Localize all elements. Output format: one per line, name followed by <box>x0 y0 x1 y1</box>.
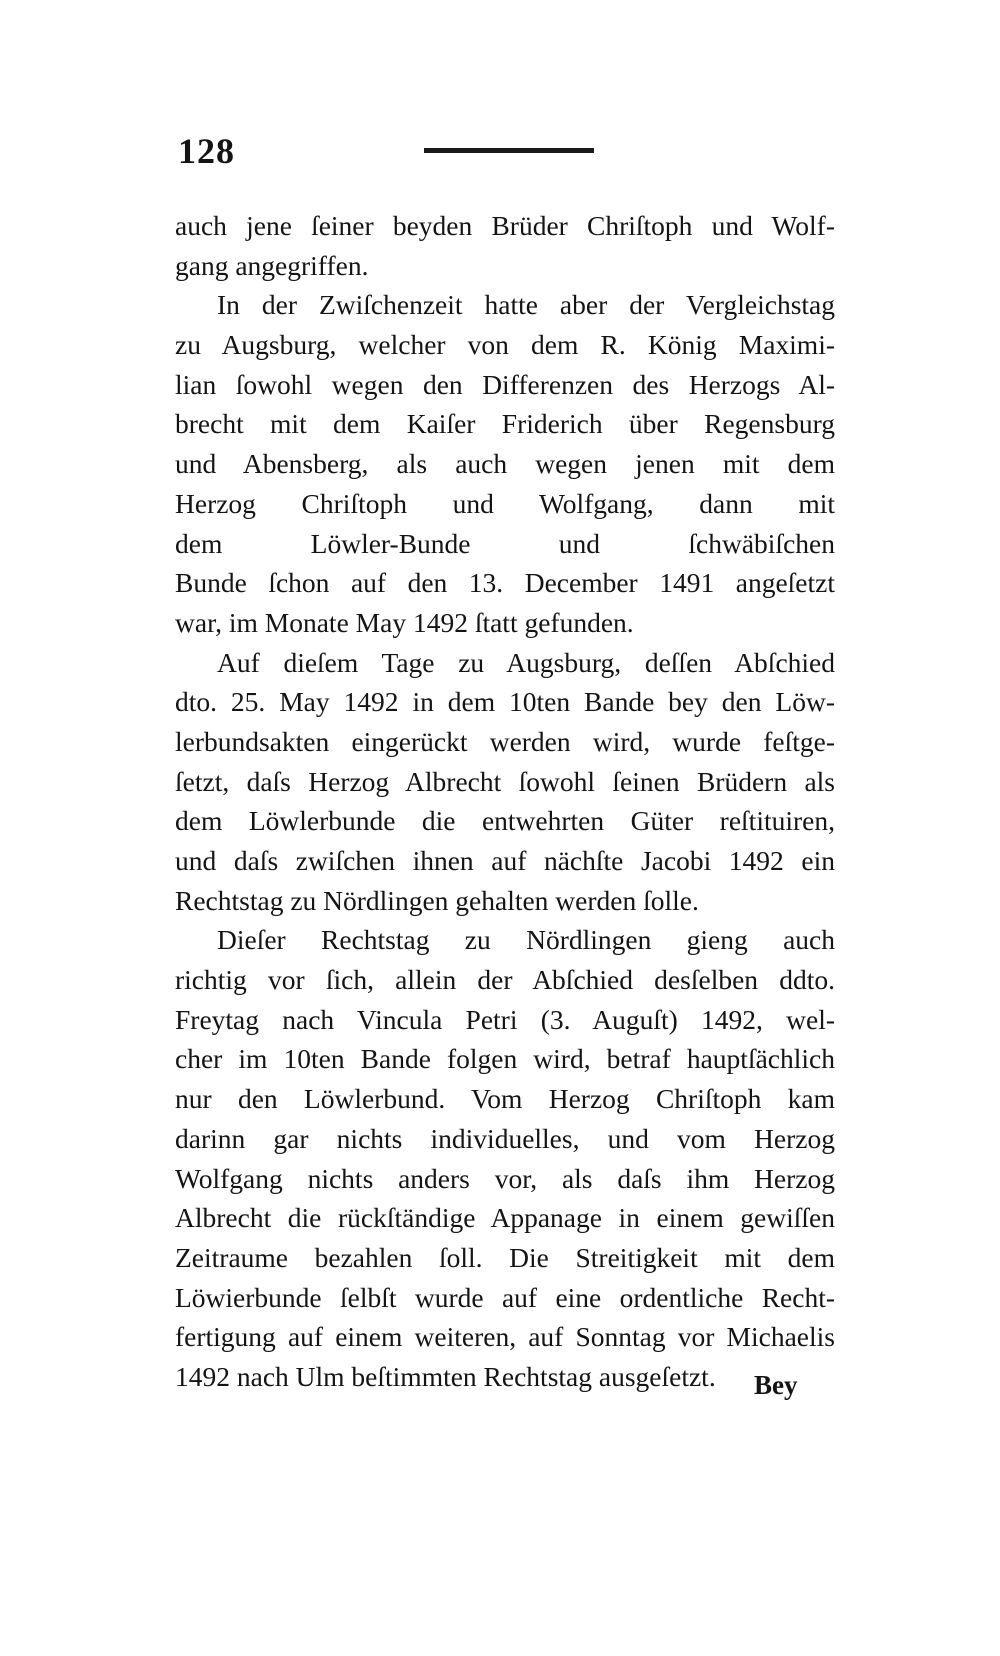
text-line: Albrecht die rückſtändige Appanage in einem gewiſſen <box>175 1202 835 1234</box>
text-line: dem Löwler-Bunde und ſchwäbiſchen <box>175 527 835 559</box>
text-line: dem Löwlerbunde die entwehrten Güter reſtituiren, <box>175 805 835 837</box>
text-line: In der Zwiſchenzeit hatte aber der Vergleichstag <box>217 289 835 321</box>
text-line: Wolfgang nichts anders vor, als daſs ihm Herzog <box>175 1162 835 1194</box>
page-number: 128 <box>178 131 235 171</box>
text-line: Löwierbunde ſelbſt wurde auf eine ordentliche Recht- <box>175 1281 835 1313</box>
text-line: war, im Monate May 1492 ſtatt gefunden. <box>175 606 634 638</box>
text-line: brecht mit dem Kaiſer Friderich über Regensburg <box>175 408 835 440</box>
text-line: lian ſowohl wegen den Differenzen des Herzogs Al- <box>175 368 835 400</box>
text-line: zu Augsburg, welcher von dem R. König Maximi- <box>175 329 835 361</box>
text-line: dto. 25. May 1492 in dem 10ten Bande bey den Löw- <box>175 686 835 718</box>
text-line: Freytag nach Vincula Petri (3. Auguſt) 1492, wel- <box>175 1003 835 1035</box>
text-line: und daſs zwiſchen ihnen auf nächſte Jacobi 1492 ein <box>175 845 835 876</box>
text-line: nur den Löwlerbund. Vom Herzog Chriſtoph kam <box>175 1083 835 1115</box>
text-line: 1492 nach Ulm beſtimmten Rechtstag ausgeſetzt. <box>175 1360 716 1392</box>
text-line: Rechtstag zu Nördlingen gehalten werden ſolle. <box>175 884 699 916</box>
text-line: Dieſer Rechtstag zu Nördlingen gieng auch <box>217 924 835 956</box>
text-line: Bunde ſchon auf den 13. December 1491 angeſetzt <box>175 567 835 599</box>
catchword: Bey <box>754 1370 798 1400</box>
body-text <box>175 206 835 1400</box>
text-line: Herzog Chriſtoph und Wolfgang, dann mit <box>175 487 835 519</box>
text-line: ſetzt, daſs Herzog Albrecht ſowohl ſeinen Brüdern als <box>175 765 835 797</box>
header-rule <box>424 148 594 153</box>
text-line: fertigung auf einem weiteren, auf Sonntag vor Michaelis <box>175 1321 835 1353</box>
text-line: lerbundsakten eingerückt werden wird, wurde feſtge- <box>175 725 835 757</box>
text-line: und Abensberg, als auch wegen jenen mit dem <box>175 448 835 480</box>
text-line: Auf dieſem Tage zu Augsburg, deſſen Abſchied <box>217 646 835 678</box>
text-line: gang angegriffen. <box>175 249 369 281</box>
text-line: Zeitraume bezahlen ſoll. Die Streitigkeit mit dem <box>175 1241 835 1273</box>
text-line: auch jene ſeiner beyden Brüder Chriſtoph und Wolf- <box>175 210 835 241</box>
text-line: richtig vor ſich, allein der Abſchied desſelben ddto. <box>175 964 835 996</box>
text-line: darinn gar nichts individuelles, und vom Herzog <box>175 1122 835 1154</box>
text-line: cher im 10ten Bande folgen wird, betraf hauptſächlich <box>175 1043 835 1075</box>
